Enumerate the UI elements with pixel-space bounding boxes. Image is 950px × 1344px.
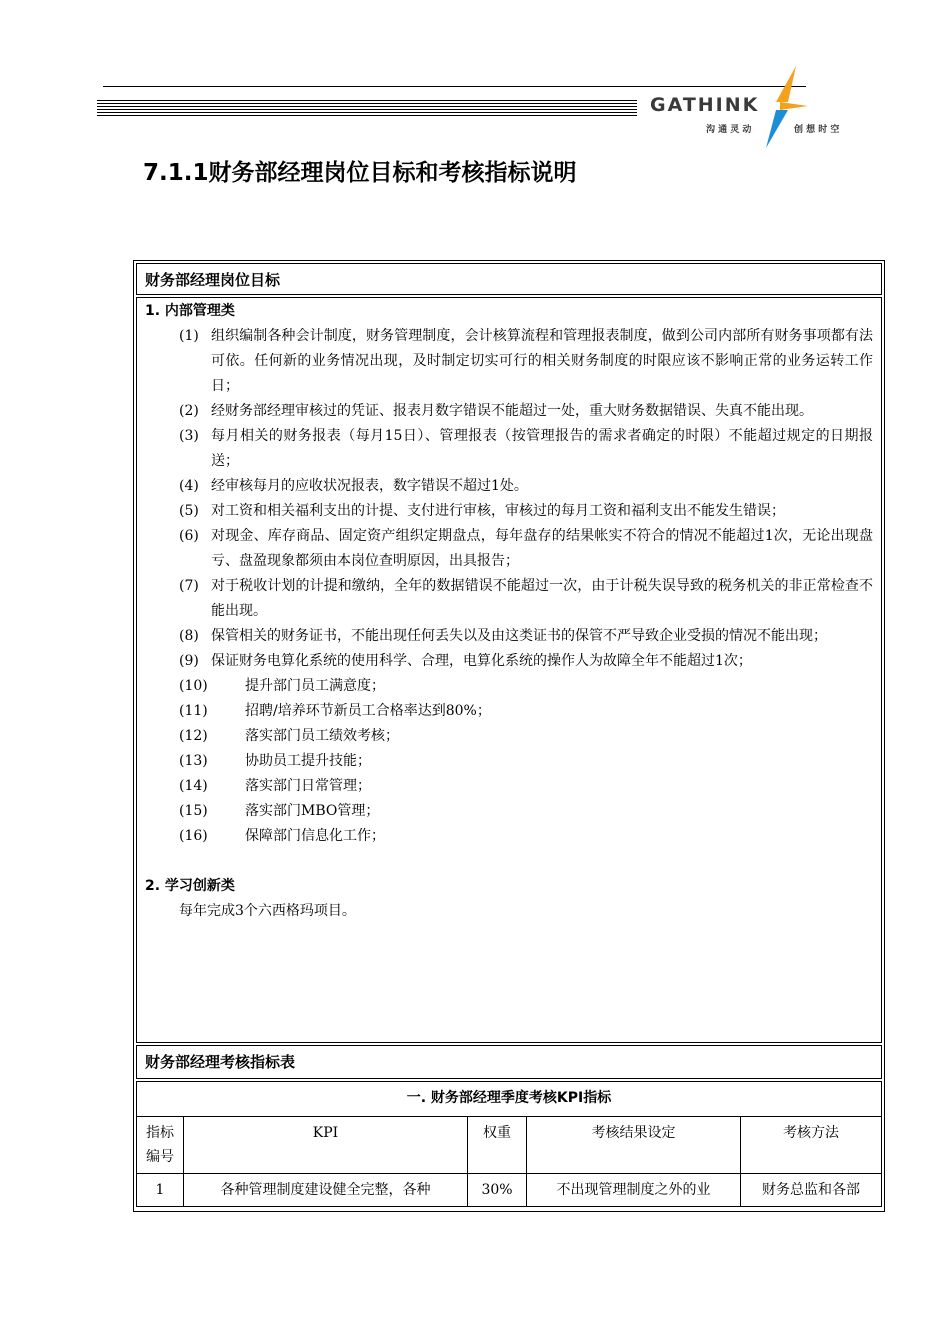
item-text: 协助员工提升技能； bbox=[245, 753, 371, 769]
list-item bbox=[145, 399, 873, 424]
cell-method: 财务总监和各部 bbox=[741, 1174, 882, 1207]
item-number: (13) bbox=[179, 753, 208, 769]
item-number: (11) bbox=[179, 703, 208, 719]
cell-weight: 30% bbox=[468, 1174, 527, 1207]
item-text: 保障部门信息化工作； bbox=[245, 828, 385, 844]
table-row bbox=[137, 1174, 882, 1207]
item-number: (1) bbox=[179, 328, 199, 344]
list-item bbox=[145, 649, 873, 674]
logo-tagline-right: 创 想 时 空 bbox=[794, 125, 840, 135]
item-text: 落实部门日常管理； bbox=[245, 778, 371, 794]
item-number: (10) bbox=[179, 678, 208, 694]
logo-arrow-icon bbox=[758, 66, 818, 148]
item-number: (6) bbox=[179, 528, 199, 544]
item-number: (4) bbox=[179, 478, 199, 494]
kpi-subheading: 一. 财务部经理季度考核KPI指标 bbox=[137, 1082, 882, 1117]
item-number: (9) bbox=[179, 653, 199, 669]
list-item bbox=[145, 424, 873, 474]
list-item bbox=[145, 724, 873, 749]
item-text: 保管相关的财务证书，不能出现任何丢失以及由这类证书的保管不严导致企业受损的情况不能出现； bbox=[211, 628, 827, 644]
item-text: 经财务部经理审核过的凭证、报表月数字错误不能超过一处，重大财务数据错误、失真不能出现。 bbox=[211, 403, 813, 419]
item-number: (7) bbox=[179, 578, 199, 594]
list-item bbox=[145, 524, 873, 574]
item-text: 组织编制各种会计制度，财务管理制度，会计核算流程和管理报表制度，做到公司内部所有财务事项都有法可依。任何新的业务情况出现，及时制定切实可行的相关财务制度的时限应该不影响正常的业务运转工作日； bbox=[211, 328, 873, 394]
item-text: 每月相关的财务报表（每月15日）、管理报表（按管理报告的需求者确定的时限）不能超过规定的日期报送； bbox=[211, 428, 873, 469]
col-header-result: 考核结果设定 bbox=[527, 1117, 741, 1174]
list-item bbox=[145, 774, 873, 799]
kpi-heading-box bbox=[136, 1045, 882, 1079]
header-stripes bbox=[97, 100, 637, 118]
goals-heading-box bbox=[136, 263, 882, 295]
item-text: 落实部门员工绩效考核； bbox=[245, 728, 399, 744]
col-header-id: 指标编号 bbox=[137, 1117, 184, 1174]
list-item bbox=[145, 624, 873, 649]
list-item bbox=[145, 574, 873, 624]
item-text: 对现金、库存商品、固定资产组织定期盘点，每年盘存的结果帐实不符合的情况不能超过1次，无论出现盘亏、盘盈现象都须由本岗位查明原因，出具报告； bbox=[211, 528, 873, 569]
kpi-heading: 财务部经理考核指标表 bbox=[145, 1053, 296, 1071]
document-frame bbox=[133, 260, 885, 1212]
list-item bbox=[145, 674, 873, 699]
item-text: 对于税收计划的计提和缴纳，全年的数据错误不能超过一次，由于计税失误导致的税务机关的非正常检查不能出现。 bbox=[211, 578, 873, 619]
category-learning-innovation: 2. 学习创新类 bbox=[145, 878, 235, 894]
item-text: 对工资和相关福利支出的计提、支付进行审核，审核过的每月工资和福利支出不能发生错误； bbox=[211, 503, 785, 519]
item-text: 保证财务电算化系统的使用科学、合理，电算化系统的操作人为故障全年不能超过1次； bbox=[211, 653, 752, 669]
kpi-table-wrap bbox=[136, 1081, 882, 1211]
item-text: 提升部门员工满意度； bbox=[245, 678, 385, 694]
cell-id: 1 bbox=[137, 1174, 184, 1207]
logo-text: GATHINK bbox=[650, 94, 760, 116]
item-text: 落实部门MBO管理； bbox=[245, 803, 380, 819]
kpi-table bbox=[136, 1081, 882, 1207]
item-number: (5) bbox=[179, 503, 199, 519]
item-number: (14) bbox=[179, 778, 208, 794]
goals-heading: 财务部经理岗位目标 bbox=[145, 271, 281, 289]
category-internal-management: 1. 内部管理类 bbox=[145, 303, 235, 319]
col-header-method: 考核方法 bbox=[741, 1117, 882, 1174]
gathink-logo bbox=[640, 66, 870, 148]
goals-body bbox=[136, 297, 882, 1043]
list-item bbox=[145, 699, 873, 724]
page-title: 7.1.1财务部经理岗位目标和考核指标说明 bbox=[143, 160, 577, 186]
list-item bbox=[145, 824, 873, 849]
learning-goal-text: 每年完成3个六西格玛项目。 bbox=[179, 903, 356, 919]
item-number: (8) bbox=[179, 628, 199, 644]
item-number: (16) bbox=[179, 828, 208, 844]
item-number: (2) bbox=[179, 403, 199, 419]
list-item bbox=[145, 499, 873, 524]
item-number: (12) bbox=[179, 728, 208, 744]
list-item bbox=[145, 799, 873, 824]
item-number: (15) bbox=[179, 803, 208, 819]
item-text: 经审核每月的应收状况报表，数字错误不超过1处。 bbox=[211, 478, 528, 494]
col-header-kpi: KPI bbox=[184, 1117, 468, 1174]
item-text: 招聘/培养环节新员工合格率达到80%； bbox=[245, 703, 491, 719]
kpi-header-row bbox=[137, 1117, 882, 1174]
list-item bbox=[145, 324, 873, 399]
cell-result: 不出现管理制度之外的业 bbox=[527, 1174, 741, 1207]
list-item bbox=[145, 749, 873, 774]
cell-kpi: 各种管理制度建设健全完整，各种 bbox=[184, 1174, 468, 1207]
logo-tagline-left: 沟 通 灵 动 bbox=[706, 125, 752, 135]
col-header-weight: 权重 bbox=[468, 1117, 527, 1174]
list-item bbox=[145, 474, 873, 499]
item-number: (3) bbox=[179, 428, 199, 444]
